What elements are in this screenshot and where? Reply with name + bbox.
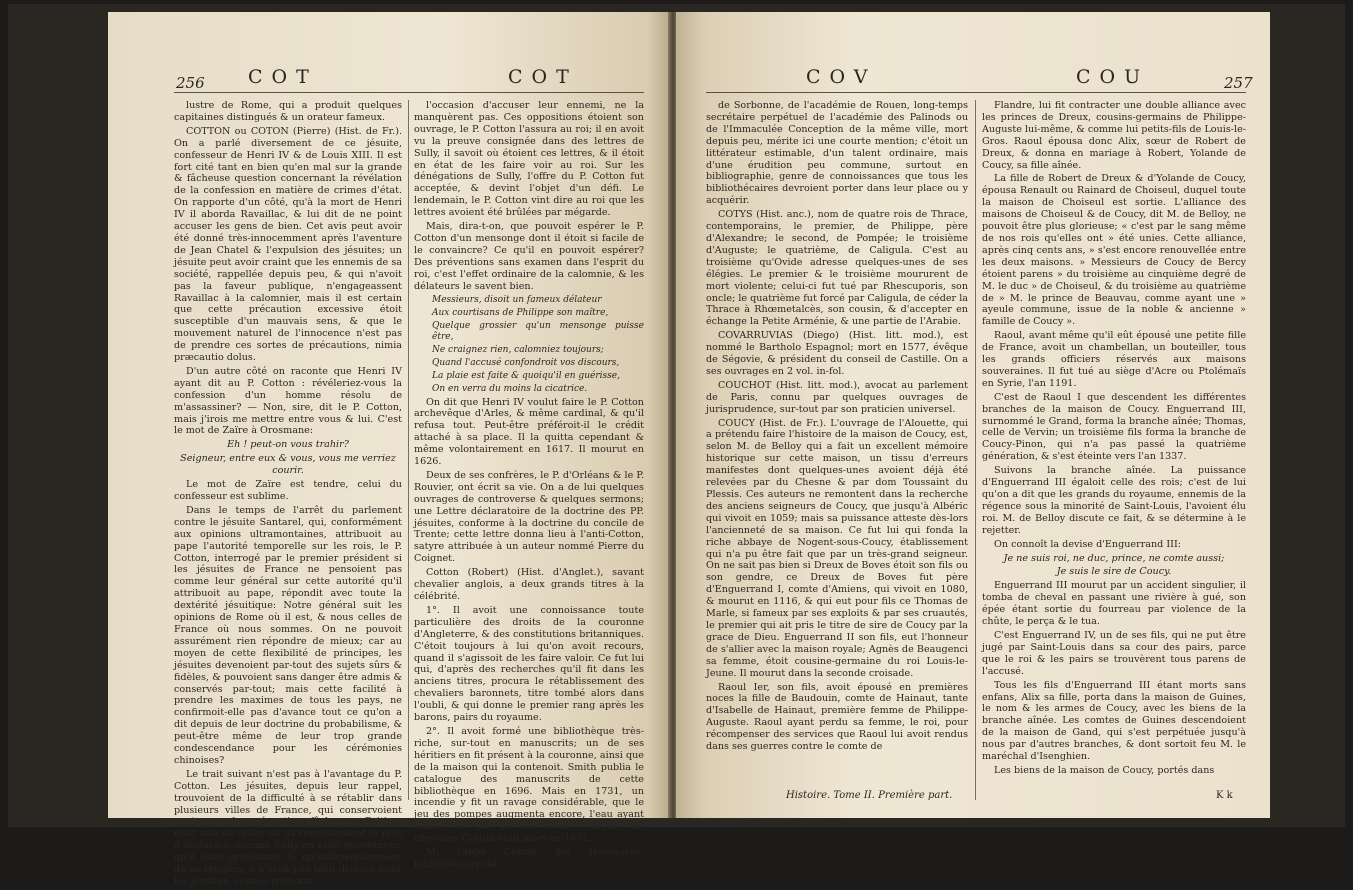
paragraph: COVARRUVIAS (Diego) (Hist. litt. mod.), est nommé le Bartholo Espagnol; mort en 1577, évêque de Ségovie, & président du conseil de Castille. On a ses ouvrages en 2 vol. in-fol.	[706, 330, 968, 377]
running-head-right: COT	[508, 66, 578, 88]
paragraph: Eh ! peut-on vous trahir?	[227, 439, 349, 451]
text-column-2	[414, 100, 644, 873]
paragraph: Cotton (Robert) (Hist. d'Anglet.), savant chevalier anglois, a deux grands titres à la célébrité.	[414, 567, 644, 602]
paragraph: COUCY (Hist. de Fr.). L'ouvrage de l'Alouette, qui a prétendu faire l'histoire de la maison de Coucy, est, selon M. de Belloy qui a fait un excellent mémoire historique sur cette maison, un tissu d'erreurs manifestes dont quelques-unes avoient déjà été relevées par du Chesne & par dom Toussaint du Plessis. Ces auteurs ne remontent dans la recherche des anciens seigneurs de Coucy, que jusqu'à Albéric qui vivoit en 1059; mais sa puissance atteste dès-lors l'ancienneté de sa maison. Ce fut lui qui fonda la riche abbaye de Nogent-sous-Coucy, établissement qui n'a pu être fait que par un très-grand seigneur. On ne sait pas bien si Dreux de Boves étoit son fils ou son gendre, ce Dreux de Boves fut père d'Enguerrand I, comte d'Amiens, qui vivoit en 1080, & mourut en 1116, & qui eut pour fils ce Thomas de Marle, si fameux par ses exploits & par ses cruautés, le premier qui ait pris le titre de sire de Coucy par la grace de Dieu. Enguerrand II son fils, eut l'honneur de s'allier avec la maison royale; Agnès de Beaugenci sa femme, étoit cousine-germaine du roi Louis-le-Jeune. Il mourut dans la seconde croisade.	[706, 417, 968, 679]
paragraph: Quelque grossier qu'un mensonge puisse être,	[432, 320, 644, 342]
left-page	[108, 12, 670, 887]
right-page	[676, 12, 1270, 818]
paragraph: COUCHOT (Hist. litt. mod.), avocat au parlement de Paris, connu par quelques ouvrages de jurisprudence, sur-tout par son praticien universel.	[706, 379, 968, 415]
text-column-1	[706, 100, 968, 755]
paragraph: Seigneur, entre eux & vous, vous me verriez courir.	[180, 453, 396, 477]
paragraph: Le trait suivant n'est pas à l'avantage du P. Cotton. Les jésuites, depuis leur rappel, trouvoient de la difficulté à se rétablir dans plusieurs villes de France, qui conservoient contre eux des préventions fâcheuses. Poitiers étoit une de celles où ils rencontroient le plus d'obstacles: comme Sully en étoit gouverneur, qu'il étoit protestant, & qu'indépendamment de sa religion, il n'étoit pas bien disposé pour les jésuites, ceux-ci trouvant	[174, 768, 402, 887]
paragraph: Flandre, lui fit contracter une double alliance avec les princes de Dreux, cousins-germains de Philippe-Auguste lui-même, & comme lui petits-fils de Louis-le-Gros. Raoul épousa donc Alix, sœur de Robert de Dreux, & donna en mariage à Robert, Yolande de Coucy, sa fille aînée.	[982, 100, 1246, 171]
page-number: 256	[176, 74, 205, 92]
paragraph: Ne craignez rien, calomniez toujours;	[432, 344, 604, 355]
paragraph: Aux courtisans de Philippe son maître,	[432, 307, 609, 318]
paragraph: Suivons la branche aînée. La puissance d'Enguerrand III égaloit celle des rois; c'est de lui qu'on a dit que les grands du royaume, ennemis de la régence sous la minorité de Saint-Louis, l'avoient élu roi. M. de Belloy discute ce fait, & se détermine à le rejetter.	[982, 465, 1246, 536]
paragraph: Le mot de Zaïre est tendre, celui du confesseur est sublime.	[174, 479, 402, 502]
paragraph: Je suis le sire de Coucy.	[1056, 566, 1172, 578]
open-book	[8, 4, 1345, 887]
page-footer: Histoire. Tome II. Première part.	[786, 790, 953, 801]
paragraph: C'est de Raoul I que descendent les différentes branches de la maison de Coucy. Enguerrand III, surnommé le Grand, forma la branche aînée; Thomas, celle de Vervin; un troisième fils forma la branche de Coucy-Pinon, qui n'a pas passé la quatrième génération, & s'est éteinte vers l'an 1337.	[982, 391, 1246, 463]
paragraph: l'occasion d'accuser leur ennemi, ne la manquèrent pas. Ces oppositions étoient son ouvrage, le P. Cotton l'assura au roi; il en avoit vu la preuve consignée dans des lettres de Sully, il savoit où étoient ces lettres, & il étoit en état de les faire voir au roi. Sur les dénégations de Sully, l'offre du P. Cotton fut acceptée, & devint l'objet d'un défi. Le lendemain, le P. Cotton vint dire au roi que les lettres avoient été brûlées par mégarde.	[414, 100, 644, 219]
paragraph: D'un autre côté on raconte que Henri IV ayant dit au P. Cotton : révéleriez-vous la confession d'un homme résolu de m'assassiner? — Non, sire, dit le P. Cotton, mais j'irois me mettre entre vous & lui. C'est le mot de Zaïre à Orosmane:	[174, 365, 402, 437]
header-rule	[174, 92, 644, 93]
paragraph: Deux de ses confrères, le P. d'Orléans & le P. Rouvier, ont écrit sa vie. On a de lui quelques ouvrages de controverse & quelques sermons; une Lettre déclaratoire de la doctrine des PP. jésuites, conforme à la doctrine du concile de Trente; cette lettre donna lieu à l'anti-Cotton, satyre attribuée à un auteur nommé Pierre du Coignet.	[414, 469, 644, 565]
signature-mark: K k	[1216, 790, 1233, 801]
paragraph: 2°. Il avoit formé une bibliothèque très-riche, sur-tout en manuscrits; un de ses héritiers en fit présent à la couronne, ainsi que de la maison qui la contenoit. Smith publia le catalogue des manuscrits de cette bibliothèque en 1696. Mais en 1731, un incendie y fit un ravage considérable, que le jeu des pompes augmenta encore, l'eau ayant effacé ce que le feu avoit épargné. Le chevalier Cotton étoit mort en 1631.	[414, 725, 644, 845]
paragraph: La fille de Robert de Dreux & d'Yolande de Coucy, épousa Renault ou Rainard de Choiseul, duquel toute la maison de Choiseul est sortie. L'alliance des maisons de Choiseul & de Coucy, dit M. de Belloy, ne pouvoit être plus glorieuse; « c'est par le sang même de nos rois qu'elles ont » été unies. Cette alliance, après cinq cents ans, » s'est encore renouvellée entre les deux maisons. » Messieurs de Coucy de Bercy étoient parens » du troisième au cinquième degré de M. le duc » de Choiseul, & du troisième au quatrième de » M. le prince de Beauvau, comme ayant une » ayeule commune, issue de la noble & ancienne » famille de Coucy ».	[982, 173, 1246, 328]
paragraph: Quand l'accusé confondroit vos discours,	[432, 357, 620, 368]
paragraph: lustre de Rome, qui a produit quelques capitaines distingués & un orateur fameux.	[174, 100, 402, 123]
column-divider	[408, 100, 409, 800]
paragraph: Je ne suis roi, ne duc, prince, ne comte aussi;	[1003, 552, 1225, 564]
page-number: 257	[1224, 74, 1253, 92]
paragraph: C'est Enguerrand IV, un de ses fils, qui ne put être jugé par Saint-Louis dans sa cour des pairs, parce que le roi & les pairs se trouvèrent tous parens de l'accusé.	[982, 629, 1246, 677]
paragraph: Tous les fils d'Enguerrand III étant morts sans enfans, Alix sa fille, porta dans la maison de Guines, le nom & les armes de Coucy, avec les biens de la branche aînée. Les comtes de Guines descendoient de la maison de Gand, qui s'est perpétuée jusqu'à nous par d'autres branches, & dont sortoit feu M. le maréchal d'Isenghien.	[982, 679, 1246, 763]
text-column-1	[174, 100, 402, 890]
paragraph: On connoît la devise d'Enguerrand III:	[994, 538, 1181, 550]
paragraph: Raoul Ier, son fils, avoit épousé en premières noces la fille de Baudouin, comte de Hainaut, tante d'Isabelle de Hainaut, première femme de Philippe-Auguste. Raoul ayant perdu sa femme, le roi, pour récompenser des services que Raoul lui avoit rendus dans ses guerres contre le comte de	[706, 681, 968, 753]
column-divider	[975, 100, 976, 800]
paragraph: On dit que Henri IV voulut faire le P. Cotton archevêque d'Arles, & même cardinal, & qu'il refusa tout. Peut-être préféroit-il le crédit attaché à sa place. Il la quitta cependant & même volontairement en 1617. Il mourut en 1626.	[414, 396, 644, 468]
paragraph: M. l'abbé Cotton des Houssayes, bibliothécaire de	[414, 847, 644, 870]
paragraph: Mais, dira-t-on, que pouvoit espérer le P. Cotton d'un mensonge dont il étoit si facile de le convaincre? Ce qu'il en pouvoit espérer? Des préventions sans examen dans l'esprit du roi, c'est l'effet ordinaire de la calomnie, & les délateurs le savent bien.	[414, 221, 644, 292]
paragraph: COTTON ou COTON (Pierre) (Hist. de Fr.). On a parlé diversement de ce jésuite, confesseur de Henri IV & de Louis XIII. Il est fort cité tant en bien qu'en mal sur la grande & fâcheuse question concernant la révélation de la confession en matière de crimes d'état. On rapporte d'un côté, qu'à la mort de Henri IV il aborda Ravaillac, & lui dit de ne point accuser les gens de bien. Cet avis peut avoir été donné très-innocemment après l'aventure de Jean Chatel & l'expulsion des jésuites; un jésuite peut avoir craint que les ennemis de sa société, rappellée depuis peu, & qui n'avoit pas la faveur publique, n'engageassent Ravaillac à la calomnier, mais il est certain que cette précaution excessive étoit susceptible d'un mauvais sens, & que le mouvement naturel de l'innocence n'est pas de prendre ces sortes de précautions, nimia præcautio dolus.	[174, 125, 402, 364]
paragraph: Raoul, avant même qu'il eût épousé une petite fille de France, avoit un chambellan, un bouteiller, tous les grands officiers réservés aux maisons souveraines. Il fut tué au siège d'Acre ou Ptolémaïs en Syrie, l'an 1191.	[982, 330, 1246, 389]
paragraph: 1°. Il avoit une connoissance toute particulière des droits de la couronne d'Angleterre, & des constitutions britanniques. C'étoit toujours à lui qu'on avoit recours, quand il s'agissoit de les faire valoir. Ce fut lui qui, d'après des recherches qu'il fit dans les anciens titres, procura le rétablissement des chevaliers baronnets, titre tombé alors dans l'oubli, & qui donne le premier rang après les barons, pairs du royaume.	[414, 604, 644, 724]
running-head-left: COV	[806, 66, 877, 88]
paragraph: On en verra du moins la cicatrice.	[432, 383, 588, 394]
paragraph: Messieurs, disoit un fameux délateur	[432, 294, 602, 305]
paragraph: Les biens de la maison de Coucy, portés dans	[994, 764, 1215, 776]
text-column-2	[982, 100, 1246, 779]
paragraph: de Sorbonne, de l'académie de Rouen, long-temps secrétaire perpétuel de l'académie des Palinods ou de l'Immaculée Conception de la même ville, mort depuis peu, mérite ici une courte mention; c'étoit un littérateur estimable, d'un talent ordinaire, mais d'une érudition peu commune, surtout en bibliographie, genre de connoissances que tous les bibliothécaires devroient porter dans leur place ou y acquérir.	[706, 100, 968, 207]
header-rule	[706, 92, 1246, 93]
paragraph: COTYS (Hist. anc.), nom de quatre rois de Thrace, contemporains, le premier, de Philippe, père d'Alexandre; le second, de Pompée; le troisième d'Auguste; le quatrième, de Caligula. C'est au troisième qu'Ovide adresse quelques-unes de ses élégies. Le premier & le troisième moururent de mort violente; celui-ci fut tué par Rhescuporis, son oncle; le quatrième fut forcé par Caligula, de céder la Thrace à Rhœmetalcès, son cousin, & d'accepter en échange la Petite Arménie, & une partie de l'Arabie.	[706, 209, 968, 328]
paragraph: Dans le temps de l'arrêt du parlement contre le jésuite Santarel, qui, conformément aux opinions ultramontaines, attribuoit au pape l'autorité temporelle sur les rois, le P. Cotton, interrogé par le premier président si les jésuites de France ne pensoient pas comme leur général sur cette autorité qu'il attribuoit au pape, répondit avec toute la dextérité jésuitique: Notre général suit les opinions de Rome où il est, & nous celles de France où nous sommes. On ne pouvoit assurément rien répondre de mieux; car au moyen de cette flexibilité de principes, les jésuites devenoient par-tout des sujets sûrs & fidèles, & pouvoient sans danger être admis & conservés par-tout; mais cette facilité à prendre les maximes de tous les pays, ne confirmoit-elle pas d'avance tout ce qu'on a dit depuis de leur doctrine du probabilisme, & peut-être même de leur trop grande condescendance pour les cérémonies chinoises?	[174, 504, 402, 766]
running-head-right: COU	[1076, 66, 1150, 88]
paragraph: La plaie est faite & quoiqu'il en guérisse,	[432, 370, 620, 381]
paragraph: Enguerrand III mourut par un accident singulier, il tomba de cheval en passant une rivière à gué, son épée étant sortie du fourreau par violence de la chûte, le perça & le tua.	[982, 580, 1246, 628]
running-head-left: COT	[248, 66, 318, 88]
